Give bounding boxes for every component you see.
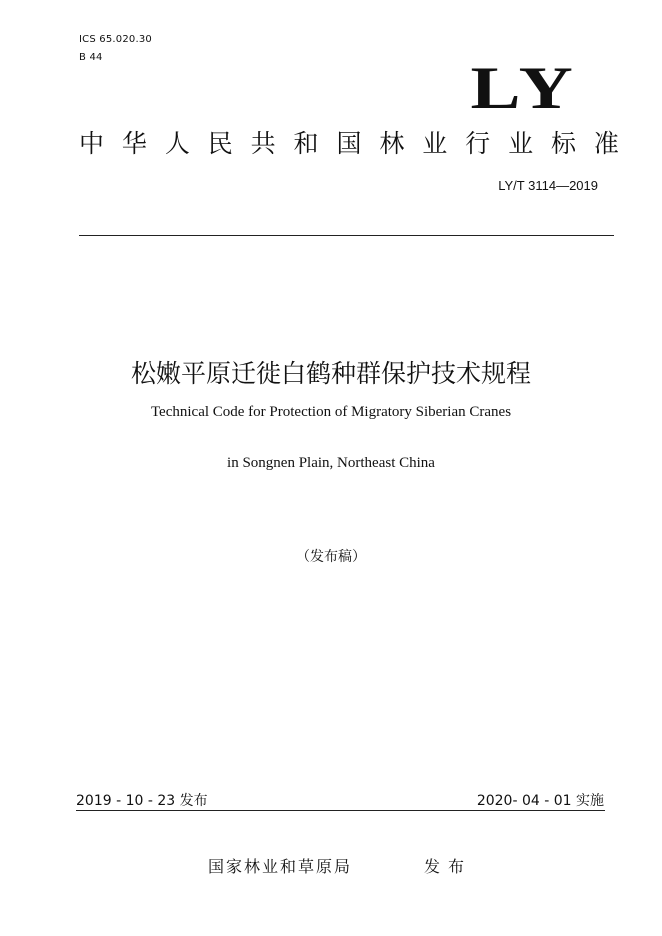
ics-code: ICS 65.020.30 [79, 34, 152, 45]
title-english-line-1: Technical Code for Protection of Migratory Siberian Cranes [150, 404, 512, 420]
standard-number: LY/T 3114—2019 [498, 178, 598, 193]
category-char: 中 [79, 129, 105, 158]
category-char: 林 [379, 129, 405, 158]
category-char: 业 [508, 129, 534, 158]
title-chinese: 松嫩平原迁徙白鹤种群保护技术规程 [130, 359, 531, 388]
category-char: 行 [465, 129, 491, 158]
category-char: 业 [422, 129, 448, 158]
category-char: 共 [250, 129, 276, 158]
draft-status: （发布稿） [296, 549, 366, 565]
category-char: 华 [121, 129, 147, 158]
publish-label: 发布 [424, 857, 473, 876]
issue-date: 2019 - 10 - 23 发布 [76, 793, 208, 809]
category-char: 标 [550, 129, 576, 158]
publisher: 国家林业和草原局 [208, 857, 353, 876]
category-char: 国 [336, 129, 362, 158]
header-divider [79, 235, 614, 236]
category-char: 民 [207, 129, 233, 158]
title-english-line-2: in Songnen Plain, Northeast China [227, 455, 435, 471]
category-char: 和 [293, 129, 319, 158]
ly-logo: LY [470, 55, 578, 121]
standard-category [79, 128, 619, 160]
ccs-code: B 44 [79, 52, 103, 63]
implementation-date: 2020- 04 - 01 实施 [476, 793, 604, 809]
date-divider [76, 810, 605, 811]
category-char: 准 [593, 129, 619, 158]
category-char: 人 [164, 129, 190, 158]
